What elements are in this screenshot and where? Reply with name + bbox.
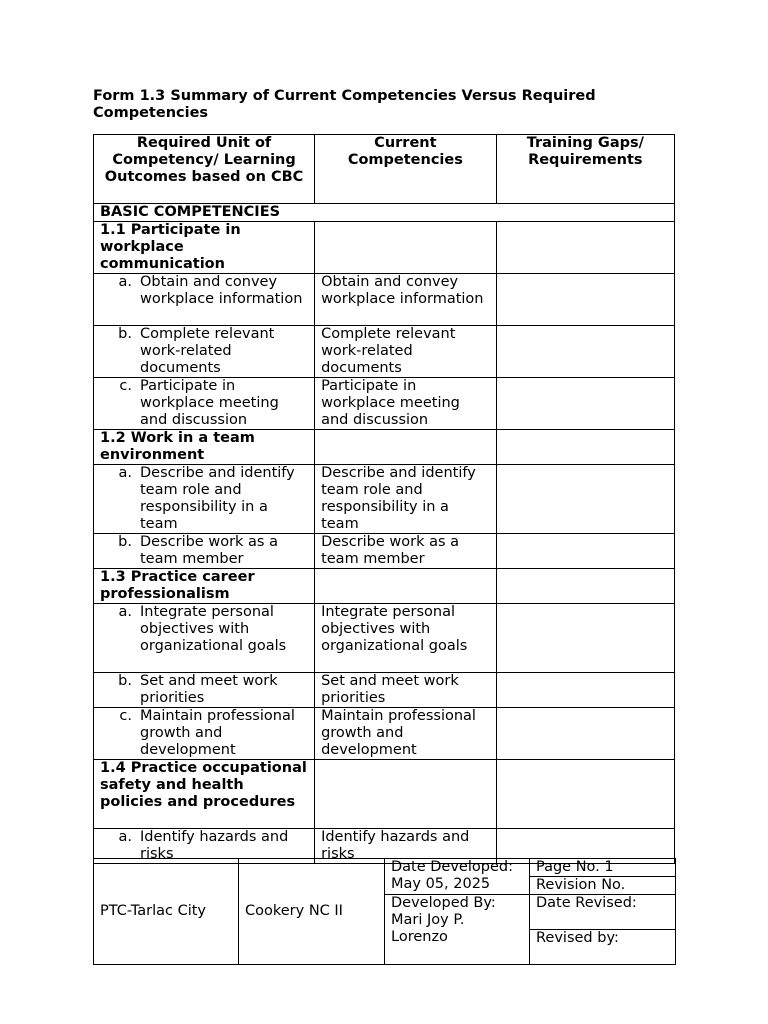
- item-current: Identify hazards and risks: [315, 829, 497, 864]
- item-letter: b.: [118, 673, 132, 689]
- gap-cell[interactable]: [496, 673, 674, 708]
- table-row: [94, 534, 675, 569]
- section-row: [94, 430, 675, 465]
- gap-cell[interactable]: [496, 569, 674, 604]
- date-developed-label: Date Developed:: [391, 859, 513, 875]
- item-current: Participate in workplace meeting and discussion: [315, 378, 497, 430]
- item-letter: c.: [119, 708, 132, 724]
- competency-table: [93, 134, 675, 864]
- basic-competencies-row: [94, 204, 675, 222]
- gap-cell[interactable]: [496, 274, 674, 326]
- gap-cell[interactable]: [496, 430, 674, 465]
- item-current: Integrate personal objectives with organizational goals: [315, 604, 497, 673]
- required-cell: [94, 378, 315, 430]
- table-row: [94, 378, 675, 430]
- item-required: Complete relevant work-related documents: [140, 326, 275, 376]
- required-cell: [94, 708, 315, 760]
- gap-cell[interactable]: [496, 534, 674, 569]
- footer-date-developed: [385, 859, 530, 895]
- required-cell: [94, 534, 315, 569]
- footer-date-revised: Date Revised:: [530, 895, 676, 930]
- section-row: [94, 222, 675, 274]
- gap-cell[interactable]: [496, 378, 674, 430]
- table-row: [94, 326, 675, 378]
- current-cell: [315, 569, 497, 604]
- current-cell: [315, 222, 497, 274]
- item-letter: b.: [118, 534, 132, 550]
- item-letter: a.: [118, 604, 132, 620]
- item-current: Describe work as a team member: [315, 534, 497, 569]
- item-letter: b.: [118, 326, 132, 342]
- header-current: Current Competencies: [315, 135, 497, 204]
- gap-cell[interactable]: [496, 708, 674, 760]
- item-letter: a.: [118, 274, 132, 290]
- header-required: Required Unit of Competency/ Learning Outcomes based on CBC: [94, 135, 315, 204]
- item-current: Set and meet work priorities: [315, 673, 497, 708]
- required-cell: [94, 274, 315, 326]
- developed-by-label: Developed By:: [391, 895, 496, 911]
- section-title: 1.4 Practice occupational safety and health policies and procedures: [94, 760, 315, 829]
- item-required: Describe and identify team role and responsibility in a team: [140, 465, 295, 532]
- footer-revision-no: Revision No.: [530, 877, 676, 895]
- item-required: Participate in workplace meeting and discussion: [140, 378, 279, 428]
- date-developed-value: May 05, 2025: [391, 876, 491, 892]
- section-row: [94, 569, 675, 604]
- item-required: Describe work as a team member: [140, 534, 278, 567]
- current-cell: [315, 430, 497, 465]
- item-required: Obtain and convey workplace information: [140, 274, 303, 307]
- basic-competencies-label: BASIC COMPETENCIES: [94, 204, 675, 222]
- gap-cell[interactable]: [496, 222, 674, 274]
- item-current: Maintain professional growth and development: [315, 708, 497, 760]
- gap-cell[interactable]: [496, 760, 674, 829]
- item-letter: c.: [119, 378, 132, 394]
- developed-by-value: Mari Joy P. Lorenzo: [391, 912, 465, 945]
- item-current: Describe and identify team role and responsibility in a team: [315, 465, 497, 534]
- item-letter: a.: [118, 465, 132, 481]
- footer-qualification: Cookery NC II: [239, 859, 385, 965]
- table-row: [94, 708, 675, 760]
- footer-institution: PTC-Tarlac City: [94, 859, 239, 965]
- item-current: Complete relevant work-related documents: [315, 326, 497, 378]
- section-title: 1.1 Participate in workplace communication: [94, 222, 315, 274]
- required-cell: [94, 465, 315, 534]
- gap-cell[interactable]: [496, 326, 674, 378]
- current-cell: [315, 760, 497, 829]
- section-title: 1.3 Practice career professionalism: [94, 569, 315, 604]
- document-footer: [93, 858, 676, 965]
- item-required: Identify hazards and risks: [140, 829, 289, 862]
- item-required: Set and meet work priorities: [140, 673, 278, 706]
- header-gaps: Training Gaps/ Requirements: [496, 135, 674, 204]
- gap-cell[interactable]: [496, 465, 674, 534]
- required-cell: [94, 673, 315, 708]
- table-header-row: [94, 135, 675, 204]
- table-row: [94, 465, 675, 534]
- required-cell: [94, 326, 315, 378]
- section-title: 1.2 Work in a team environment: [94, 430, 315, 465]
- item-letter: a.: [118, 829, 132, 845]
- form-title: Form 1.3 Summary of Current Competencies Versus Required Competencies: [93, 88, 596, 121]
- item-current: Obtain and convey workplace information: [315, 274, 497, 326]
- section-row: [94, 760, 675, 829]
- item-required: Integrate personal objectives with organizational goals: [140, 604, 287, 654]
- footer-revised-by: Revised by:: [530, 930, 676, 965]
- table-row: [94, 604, 675, 673]
- table-row: [94, 274, 675, 326]
- footer-developed-by: [385, 895, 530, 965]
- gap-cell[interactable]: [496, 604, 674, 673]
- item-required: Maintain professional growth and development: [140, 708, 295, 758]
- required-cell: [94, 604, 315, 673]
- table-row: [94, 673, 675, 708]
- footer-page-no: Page No. 1: [530, 859, 676, 877]
